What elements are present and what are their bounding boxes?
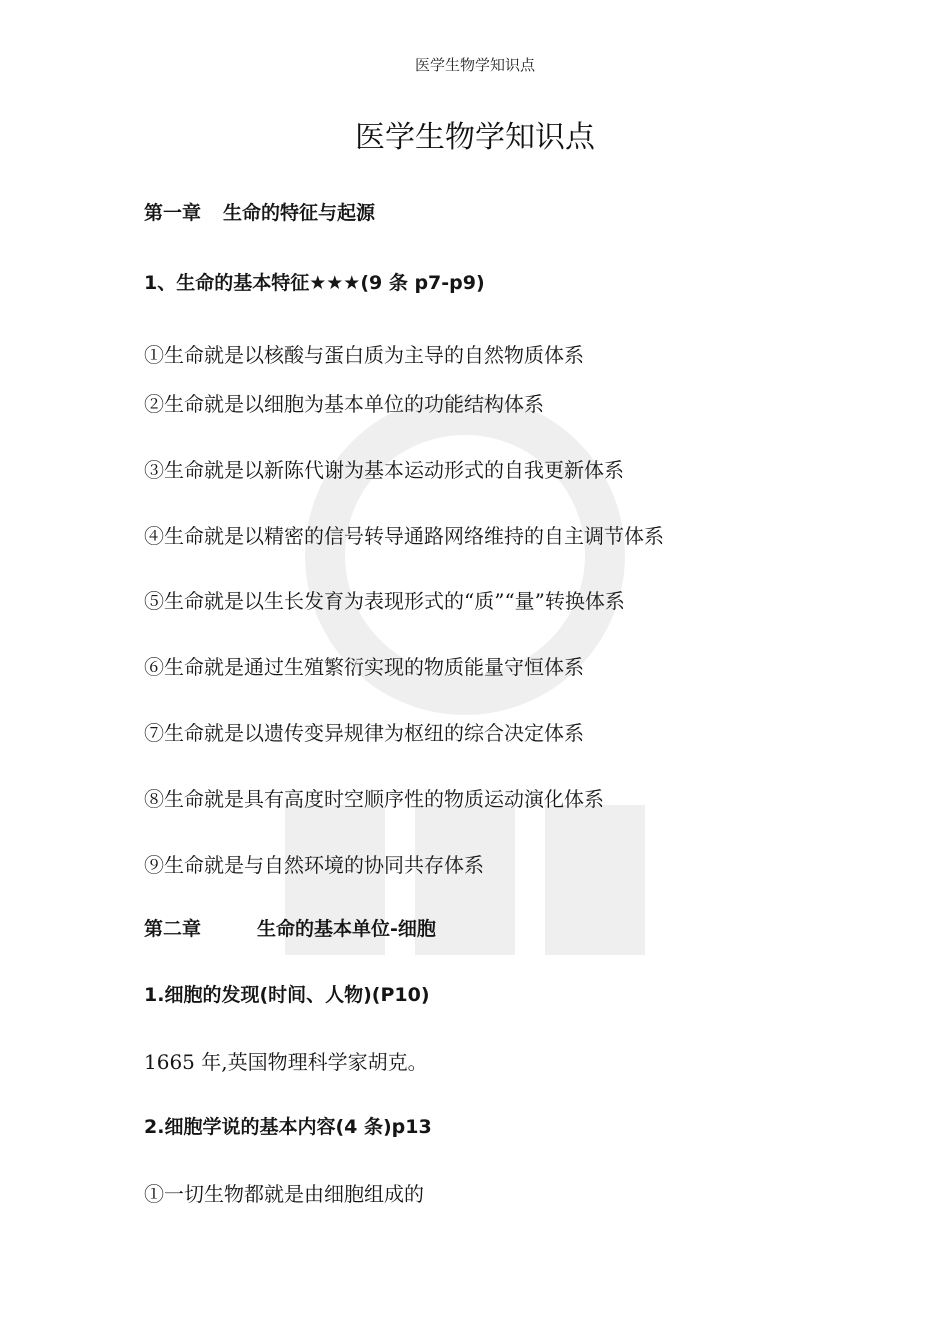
list-item: ⑧生命就是具有高度时空顺序性的物质运动演化体系 [144,787,604,811]
list-item: ①生命就是以核酸与蛋白质为主导的自然物质体系 [144,343,584,367]
list-item: ④生命就是以精密的信号转导通路网络维持的自主调节体系 [144,524,664,548]
list-item: ⑦生命就是以遗传变异规律为枢纽的综合决定体系 [144,721,584,745]
section-heading: 1、生命的基本特征★★★(9 条 p7-p9) [144,272,485,294]
list-item: ③生命就是以新陈代谢为基本运动形式的自我更新体系 [144,458,624,482]
chapter-2-name: 生命的基本单位-细胞 [257,918,436,940]
chapter-1-heading [144,198,375,225]
list-item: ⑤生命就是以生长发育为表现形式的“质”“量”转换体系 [144,589,625,613]
document-title: 医学生物学知识点 [355,120,595,155]
chapter-1-name: 生命的特征与起源 [223,202,376,224]
chapter-2-heading [144,914,436,941]
list-item: ⑨生命就是与自然环境的协同共存体系 [144,853,484,877]
paragraph: 1665 年,英国物理科学家胡克。 [144,1050,428,1074]
section-heading: 1.细胞的发现(时间、人物)(P10) [144,984,430,1006]
running-header: 医学生物学知识点 [414,56,535,74]
list-item: ①一切生物都就是由细胞组成的 [144,1182,424,1206]
chapter-1-number: 第一章 [144,202,202,224]
list-item: ②生命就是以细胞为基本单位的功能结构体系 [144,392,544,416]
chapter-2-number: 第二章 [144,918,202,940]
list-item: ⑥生命就是通过生殖繁衍实现的物质能量守恒体系 [144,655,584,679]
section-heading: 2.细胞学说的基本内容(4 条)p13 [144,1116,432,1138]
